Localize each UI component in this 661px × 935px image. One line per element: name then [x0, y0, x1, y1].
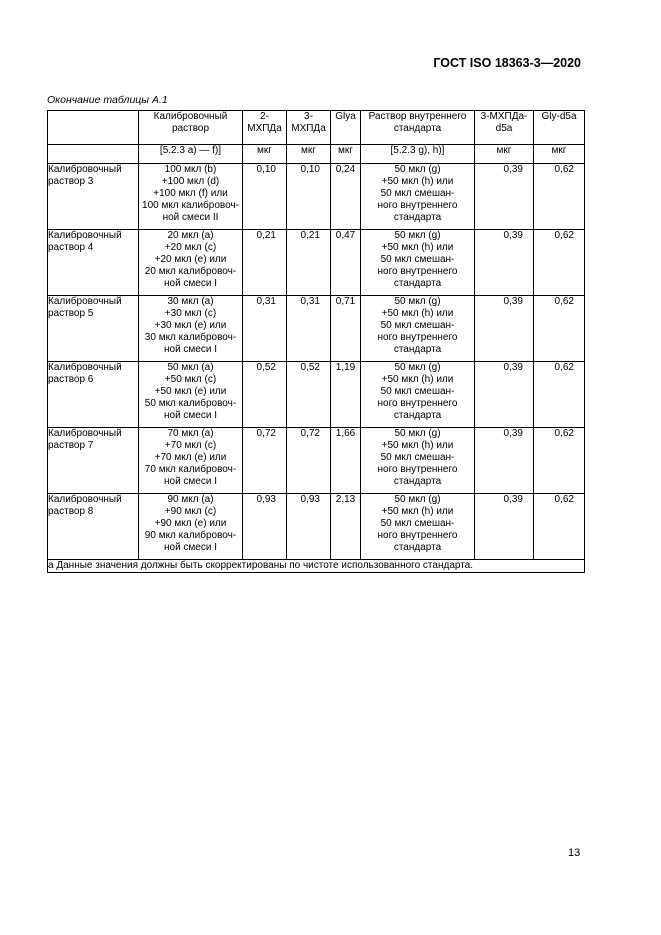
value-2-mchpd: 0,93 [243, 494, 287, 560]
value-2-mchpd: 0,52 [243, 362, 287, 428]
calibration-mix-line: 30 мкл калибровоч- [144, 332, 237, 343]
calibration-mix-line: +30 мкл (e) или [154, 320, 227, 331]
value-gly-d5: 0,62 [534, 428, 585, 494]
document-standard-header: ГОСТ ISO 18363-3—2020 [433, 56, 581, 70]
value-3-mchpd: 0,31 [287, 296, 331, 362]
internal-standard-mix-line: +50 мкл (h) или [381, 374, 454, 385]
internal-standard-mix-line: ного внутреннего [377, 332, 458, 343]
value-3-mchpd: 0,10 [287, 164, 331, 230]
calibration-mix-line: +90 мкл (e) или [154, 518, 227, 529]
value-gly-d5: 0,62 [534, 362, 585, 428]
internal-standard-mix-line: ного внутреннего [377, 464, 458, 475]
calibration-mix-line: +100 мкл (d) [161, 176, 220, 187]
footnote-row [48, 560, 585, 573]
solution-name [48, 164, 139, 230]
solution-name [48, 362, 139, 428]
table-caption: Окончание таблицы А.1 [47, 94, 168, 106]
calibration-mix [139, 230, 243, 296]
unit-cell: мкг [475, 145, 534, 164]
column-header-internal-standard [361, 111, 475, 145]
value-gly-d5: 0,62 [534, 296, 585, 362]
value-2-mchpd: 0,10 [243, 164, 287, 230]
unit-cell: мкг [331, 145, 361, 164]
unit-cell: [5.2.3 а) — f)] [139, 145, 243, 164]
solution-name-line: раствор 5 [48, 308, 94, 319]
unit-cell: [5.2.3 g), h)] [361, 145, 475, 164]
value-gly: 0,71 [331, 296, 361, 362]
unit-row [48, 145, 585, 164]
calibration-mix-line: 90 мкл калибровоч- [144, 530, 237, 541]
column-header-label: 3-МХПДа [291, 111, 326, 134]
calibration-mix-line: +30 мкл (c) [164, 308, 217, 319]
column-header-label: Glyа [335, 111, 356, 122]
internal-standard-mix [361, 428, 475, 494]
calibration-mix [139, 428, 243, 494]
solution-name-line: раствор 8 [48, 506, 94, 517]
internal-standard-mix [361, 296, 475, 362]
calibration-mix-line: 50 мкл (а) [167, 362, 214, 373]
calibration-mix-line: ной смеси I [163, 344, 218, 355]
solution-name-line: раствор 3 [48, 176, 94, 187]
calibration-mix-line: +20 мкл (e) или [154, 254, 227, 265]
internal-standard-mix-line: 50 мкл (g) [394, 296, 441, 307]
value-gly: 0,47 [331, 230, 361, 296]
solution-name [48, 230, 139, 296]
internal-standard-mix-line: +50 мкл (h) или [381, 176, 454, 187]
solution-name-line: Калибровочный [48, 494, 122, 505]
table-row [48, 164, 585, 230]
table-footnote: а Данные значения должны быть скорректированы по чистоте использованного стандарта. [48, 560, 585, 573]
solution-name-line: Калибровочный [48, 164, 122, 175]
calibration-mix [139, 164, 243, 230]
calibration-mix-line: 20 мкл калибровоч- [144, 266, 237, 277]
solution-name-line: Калибровочный [48, 296, 122, 307]
value-gly-d5: 0,62 [534, 230, 585, 296]
calibration-mix-line: ной смеси II [162, 212, 219, 223]
internal-standard-mix-line: 50 мкл смешан- [380, 386, 455, 397]
internal-standard-mix-line: ного внутреннего [377, 200, 458, 211]
value-2-mchpd: 0,72 [243, 428, 287, 494]
solution-name-line: Калибровочный [48, 428, 122, 439]
internal-standard-mix-line: +50 мкл (h) или [381, 242, 454, 253]
calibration-mix-line: 30 мкл (а) [167, 296, 214, 307]
table-row [48, 362, 585, 428]
calibration-mix-line: +70 мкл (e) или [154, 452, 227, 463]
calibration-mix-line: 20 мкл (а) [167, 230, 214, 241]
value-gly-d5: 0,62 [534, 164, 585, 230]
calibration-mix-line: 90 мкл (а) [167, 494, 214, 505]
internal-standard-mix-line: 50 мкл смешан- [380, 452, 455, 463]
value-gly: 1,19 [331, 362, 361, 428]
column-header-3-mchpd [287, 111, 331, 145]
internal-standard-mix-line: стандарта [393, 212, 442, 223]
calibration-mix-line: ной смеси I [163, 278, 218, 289]
internal-standard-mix-line: стандарта [393, 542, 442, 553]
calibration-mix-line: 70 мкл калибровоч- [144, 464, 237, 475]
internal-standard-mix-line: 50 мкл (g) [394, 428, 441, 439]
internal-standard-mix-line: ного внутреннего [377, 266, 458, 277]
calibration-mix-line: +90 мкл (c) [164, 506, 217, 517]
calibration-mix [139, 494, 243, 560]
unit-cell [48, 145, 139, 164]
internal-standard-mix-line: 50 мкл (g) [394, 230, 441, 241]
calibration-table [47, 110, 585, 573]
calibration-mix-line: +100 мкл (f) или [153, 188, 228, 199]
value-gly: 2,13 [331, 494, 361, 560]
calibration-mix-line: ной смеси I [163, 476, 218, 487]
internal-standard-mix [361, 362, 475, 428]
calibration-mix [139, 362, 243, 428]
column-header-gly-d5 [534, 111, 585, 145]
unit-cell: мкг [243, 145, 287, 164]
internal-standard-mix-line: стандарта [393, 278, 442, 289]
value-3-mchpd-d5: 0,39 [475, 230, 534, 296]
column-header-2-mchpd [243, 111, 287, 145]
internal-standard-mix-line: стандарта [393, 476, 442, 487]
internal-standard-mix-line: 50 мкл (g) [394, 494, 441, 505]
internal-standard-mix-line: 50 мкл смешан- [380, 518, 455, 529]
internal-standard-mix-line: 50 мкл смешан- [380, 188, 455, 199]
calibration-mix-line: ной смеси I [163, 542, 218, 553]
unit-cell: мкг [287, 145, 331, 164]
internal-standard-mix-line: стандарта [393, 344, 442, 355]
solution-name-line: раствор 7 [48, 440, 94, 451]
column-header-gly [331, 111, 361, 145]
solution-name-line: раствор 6 [48, 374, 94, 385]
table-row [48, 428, 585, 494]
value-2-mchpd: 0,31 [243, 296, 287, 362]
internal-standard-mix-line: 50 мкл (g) [394, 164, 441, 175]
value-3-mchpd: 0,72 [287, 428, 331, 494]
calibration-mix-line: 70 мкл (а) [167, 428, 214, 439]
value-3-mchpd-d5: 0,39 [475, 362, 534, 428]
calibration-mix-line: ной смеси I [163, 410, 218, 421]
column-header-empty [48, 111, 139, 145]
unit-cell: мкг [534, 145, 585, 164]
internal-standard-mix-line: +50 мкл (h) или [381, 308, 454, 319]
internal-standard-mix-line: 50 мкл смешан- [380, 320, 455, 331]
column-header-label: Gly-d5а [541, 111, 577, 122]
internal-standard-mix-line: +50 мкл (h) или [381, 440, 454, 451]
solution-name [48, 494, 139, 560]
calibration-mix-line: +50 мкл (c) [164, 374, 217, 385]
internal-standard-mix [361, 164, 475, 230]
calibration-mix-line: +20 мкл (c) [164, 242, 217, 253]
internal-standard-mix-line: 50 мкл смешан- [380, 254, 455, 265]
calibration-mix [139, 296, 243, 362]
calibration-mix-line: 100 мкл (b) [164, 164, 217, 175]
value-3-mchpd-d5: 0,39 [475, 428, 534, 494]
column-header-calibration-solution [139, 111, 243, 145]
calibration-mix-line: 50 мкл калибровоч- [144, 398, 237, 409]
value-3-mchpd: 0,52 [287, 362, 331, 428]
internal-standard-mix-line: ного внутреннего [377, 530, 458, 541]
solution-name [48, 428, 139, 494]
column-header-row [48, 111, 585, 145]
solution-name-line: Калибровочный [48, 230, 122, 241]
solution-name-line: раствор 4 [48, 242, 94, 253]
calibration-mix-line: +70 мкл (c) [164, 440, 217, 451]
internal-standard-mix-line: 50 мкл (g) [394, 362, 441, 373]
internal-standard-mix-line: ного внутреннего [377, 398, 458, 409]
internal-standard-mix-line: +50 мкл (h) или [381, 506, 454, 517]
column-header-3-mchpd-d5 [475, 111, 534, 145]
table-row [48, 494, 585, 560]
table-row [48, 230, 585, 296]
internal-standard-mix [361, 230, 475, 296]
table-row [48, 296, 585, 362]
calibration-mix-line: +50 мкл (e) или [154, 386, 227, 397]
value-2-mchpd: 0,21 [243, 230, 287, 296]
calibration-mix-line: 100 мкл калибровоч- [142, 200, 239, 211]
column-header-label: Калибровочный раствор [153, 111, 228, 134]
value-gly-d5: 0,62 [534, 494, 585, 560]
solution-name-line: Калибровочный [48, 362, 122, 373]
value-3-mchpd: 0,93 [287, 494, 331, 560]
value-gly: 0,24 [331, 164, 361, 230]
page-number: 13 [568, 847, 581, 859]
value-3-mchpd-d5: 0,39 [475, 164, 534, 230]
value-3-mchpd-d5: 0,39 [475, 296, 534, 362]
column-header-label: Раствор внутреннего стандарта [368, 111, 467, 134]
internal-standard-mix-line: стандарта [393, 410, 442, 421]
value-gly: 1,66 [331, 428, 361, 494]
value-3-mchpd: 0,21 [287, 230, 331, 296]
value-3-mchpd-d5: 0,39 [475, 494, 534, 560]
internal-standard-mix [361, 494, 475, 560]
column-header-label: 2-МХПДа [247, 111, 282, 134]
solution-name [48, 296, 139, 362]
column-header-label: 3-МХПДа-d5а [480, 111, 528, 134]
